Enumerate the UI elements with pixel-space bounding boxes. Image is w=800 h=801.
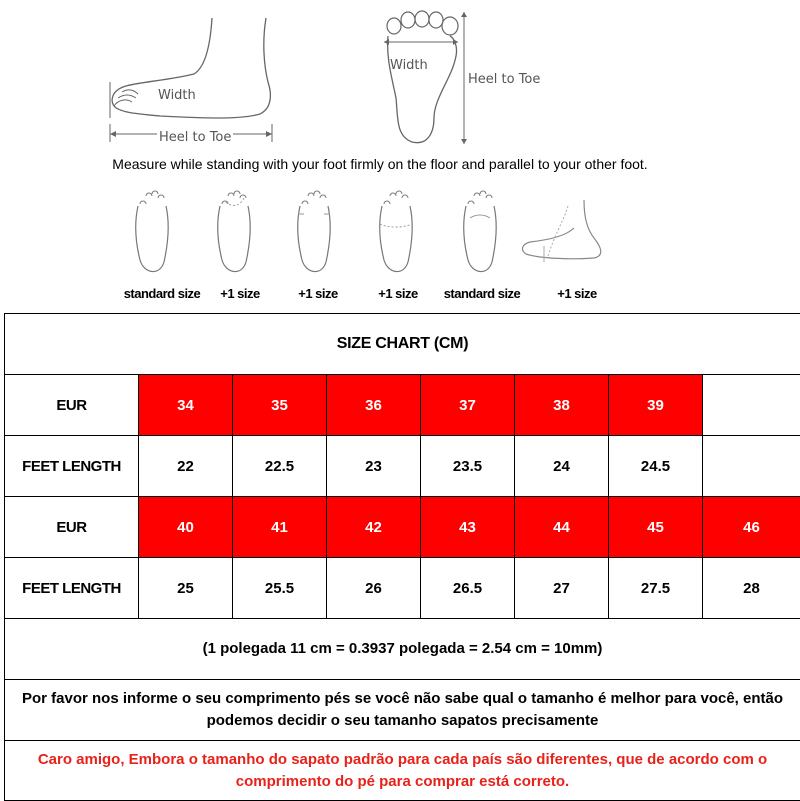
feet-length-cell: 23 (327, 436, 421, 497)
eur-cell: 38 (515, 375, 609, 436)
foot-caption-4: +1 size (378, 286, 418, 301)
empty-cell (703, 436, 800, 497)
feet-length-cell: 26.5 (421, 558, 515, 619)
feet-length-cell: 25.5 (233, 558, 327, 619)
eur-cell: 35 (233, 375, 327, 436)
feet-length-row-2 (5, 558, 800, 619)
foot-caption-6: +1 size (557, 286, 597, 301)
foot-caption-3: +1 size (298, 286, 338, 301)
side-length-label: Heel to Toe (157, 130, 233, 145)
eur-row-2 (5, 497, 800, 558)
top-view-foot-diagram (372, 8, 482, 148)
side-view-foot-diagram (100, 10, 290, 150)
feet-length-row-1 (5, 436, 800, 497)
feet-length-cell: 27 (515, 558, 609, 619)
size-chart-table (4, 313, 800, 801)
eur-row-1 (5, 375, 800, 436)
eur-cell: 34 (139, 375, 233, 436)
measure-instruction: Measure while standing with your foot firmly on the floor and parallel to your other foot. (0, 156, 760, 172)
feet-length-label: FEET LENGTH (5, 558, 139, 619)
foot-caption-2: +1 size (220, 286, 260, 301)
feet-length-cell: 24 (515, 436, 609, 497)
eur-cell: 46 (703, 497, 800, 558)
feet-length-cell: 28 (703, 558, 800, 619)
eur-cell: 36 (327, 375, 421, 436)
feet-length-cell: 25 (139, 558, 233, 619)
feet-length-cell: 24.5 (609, 436, 703, 497)
eur-cell: 42 (327, 497, 421, 558)
feet-length-cell: 22 (139, 436, 233, 497)
eur-cell: 39 (609, 375, 703, 436)
foot-caption-1: standard size (124, 286, 201, 301)
eur-label: EUR (5, 497, 139, 558)
feet-length-cell: 27.5 (609, 558, 703, 619)
feet-length-cell: 26 (327, 558, 421, 619)
empty-cell (703, 375, 800, 436)
foot-plus-one-size-1 (212, 184, 256, 278)
warning-note: Caro amigo, Embora o tamanho do sapato padrão para cada país são diferentes, que de acordo com o comprimento do pé para comprar está correto. (5, 741, 800, 801)
top-width-label: Width (390, 58, 428, 73)
size-chart-title: SIZE CHART (CM) (5, 314, 800, 375)
feet-length-label: FEET LENGTH (5, 436, 139, 497)
foot-standard-size-2 (458, 184, 502, 278)
feet-length-cell: 23.5 (421, 436, 515, 497)
foot-plus-one-size-side (518, 196, 614, 272)
side-width-label: Width (158, 88, 196, 103)
eur-cell: 40 (139, 497, 233, 558)
eur-label: EUR (5, 375, 139, 436)
info-note: Por favor nos informe o seu comprimento pés se você não sabe qual o tamanho é melhor para você, então podemos decidir o seu tamanho sapatos precisamente (5, 680, 800, 741)
foot-plus-one-size-3 (374, 184, 418, 278)
top-length-label: Heel to Toe (468, 72, 540, 87)
feet-length-cell: 22.5 (233, 436, 327, 497)
eur-cell: 43 (421, 497, 515, 558)
foot-caption-5: standard size (444, 286, 521, 301)
eur-cell: 45 (609, 497, 703, 558)
conversion-note: (1 polegada 11 cm = 0.3937 polegada = 2.54 cm = 10mm) (5, 619, 800, 680)
eur-cell: 41 (233, 497, 327, 558)
eur-cell: 37 (421, 375, 515, 436)
foot-plus-one-size-2 (292, 184, 336, 278)
eur-cell: 44 (515, 497, 609, 558)
foot-standard-size-1 (130, 184, 174, 278)
